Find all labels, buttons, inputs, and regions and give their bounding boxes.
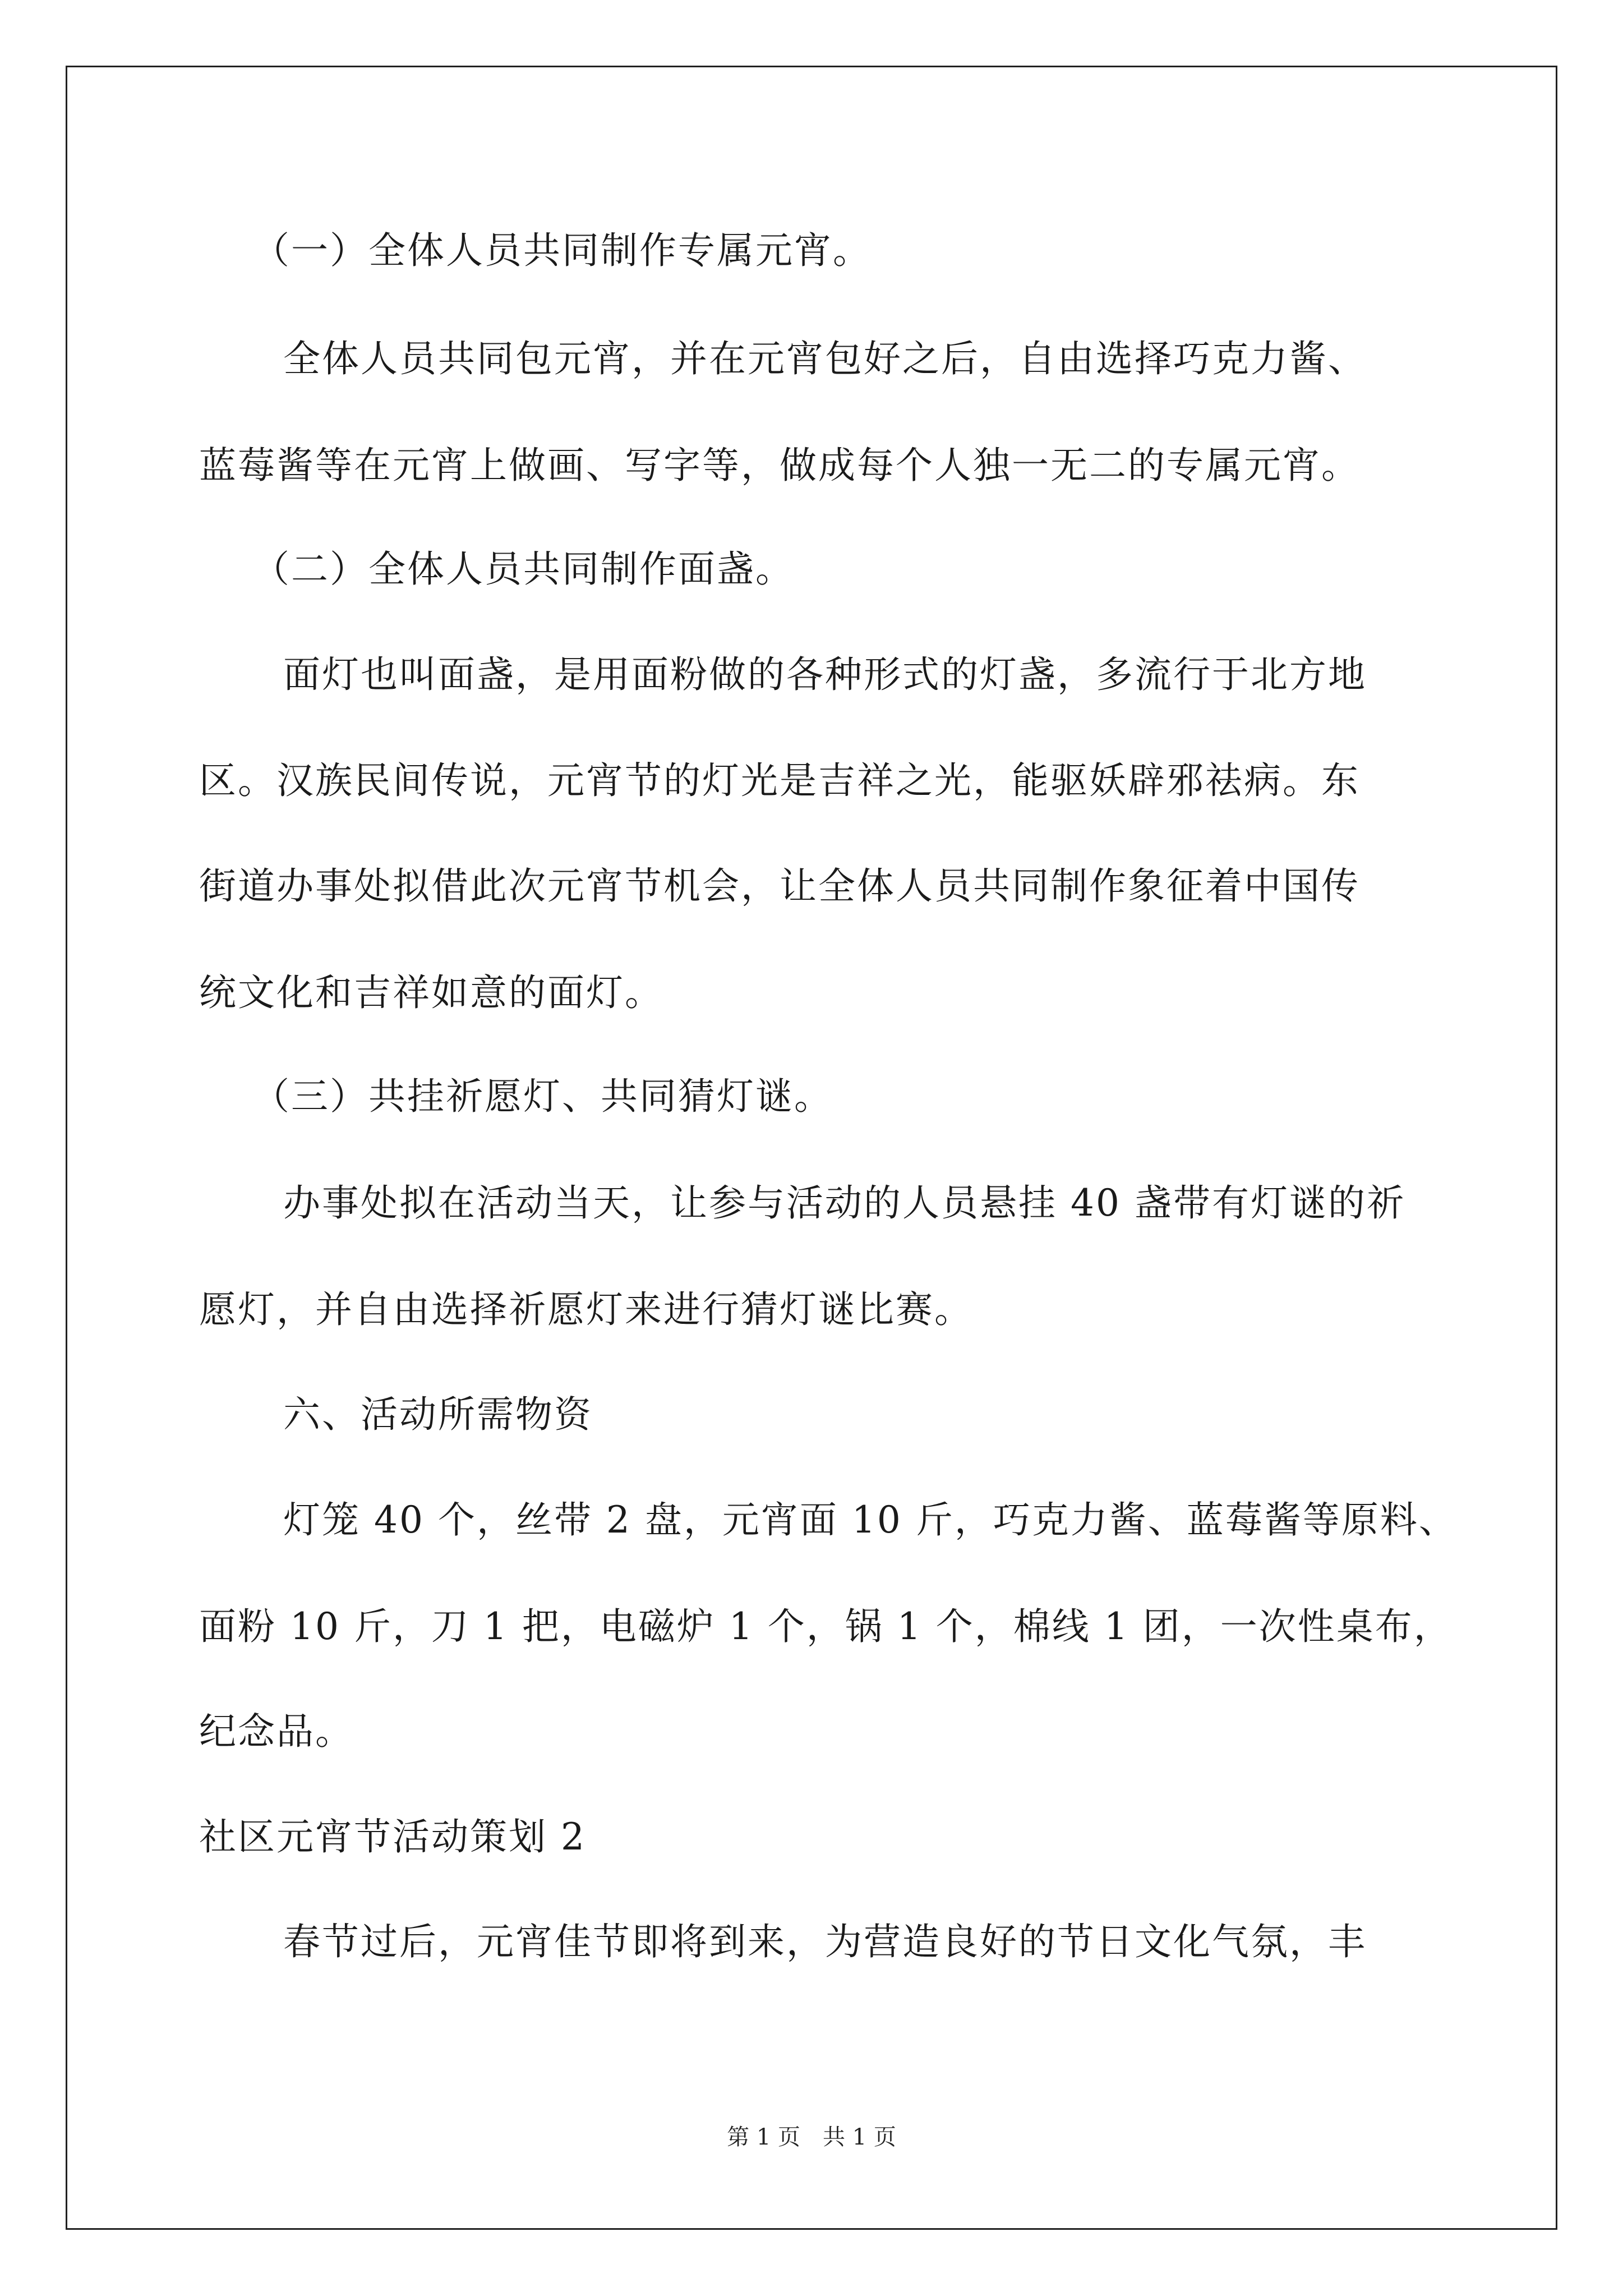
paragraph-line: 统文化和吉祥如意的面灯。	[199, 971, 663, 1014]
page-footer	[0, 2123, 1623, 2151]
paragraph-line: 春节过后，元宵佳节即将到来，为营造良好的节日文化气氛，丰	[283, 1920, 1367, 1963]
paragraph-line: 灯笼 40 个，丝带 2 盘，元宵面 10 斤，巧克力酱、蓝莓酱等原料、	[283, 1498, 1458, 1542]
paragraph-line: 区。汉族民间传说，元宵节的灯光是吉祥之光，能驱妖辟邪祛病。东	[199, 759, 1360, 802]
section-heading-1: （一）全体人员共同制作专属元宵。	[252, 229, 872, 272]
page-total: 共 1 页	[823, 2124, 896, 2150]
paragraph-line: 面粉 10 斤，刀 1 把，电磁炉 1 个，锅 1 个，棉线 1 团，一次性桌布，	[199, 1605, 1453, 1648]
paragraph-line: 愿灯，并自由选择祈愿灯来进行猜灯谜比赛。	[199, 1288, 973, 1331]
page-border	[66, 66, 1557, 2230]
paragraph-line: 街道办事处拟借此次元宵节机会，让全体人员共同制作象征着中国传	[199, 864, 1360, 908]
document-title: 社区元宵节活动策划 2	[199, 1815, 586, 1858]
paragraph-line: 办事处拟在活动当天，让参与活动的人员悬挂 40 盏带有灯谜的祈	[283, 1181, 1405, 1225]
section-heading-2: （二）全体人员共同制作面盏。	[252, 547, 794, 591]
section-heading-materials: 六、活动所需物资	[283, 1393, 593, 1436]
paragraph-line: 蓝莓酱等在元宵上做画、写字等，做成每个人独一无二的专属元宵。	[199, 444, 1360, 487]
paragraph-line: 纪念品。	[199, 1710, 354, 1753]
paragraph-line: 全体人员共同包元宵，并在元宵包好之后，自由选择巧克力酱、	[283, 337, 1367, 380]
page-number: 第 1 页	[727, 2124, 800, 2150]
paragraph-line: 面灯也叫面盏，是用面粉做的各种形式的灯盏，多流行于北方地	[283, 653, 1367, 696]
section-heading-3: （三）共挂祈愿灯、共同猜灯谜。	[252, 1075, 833, 1118]
